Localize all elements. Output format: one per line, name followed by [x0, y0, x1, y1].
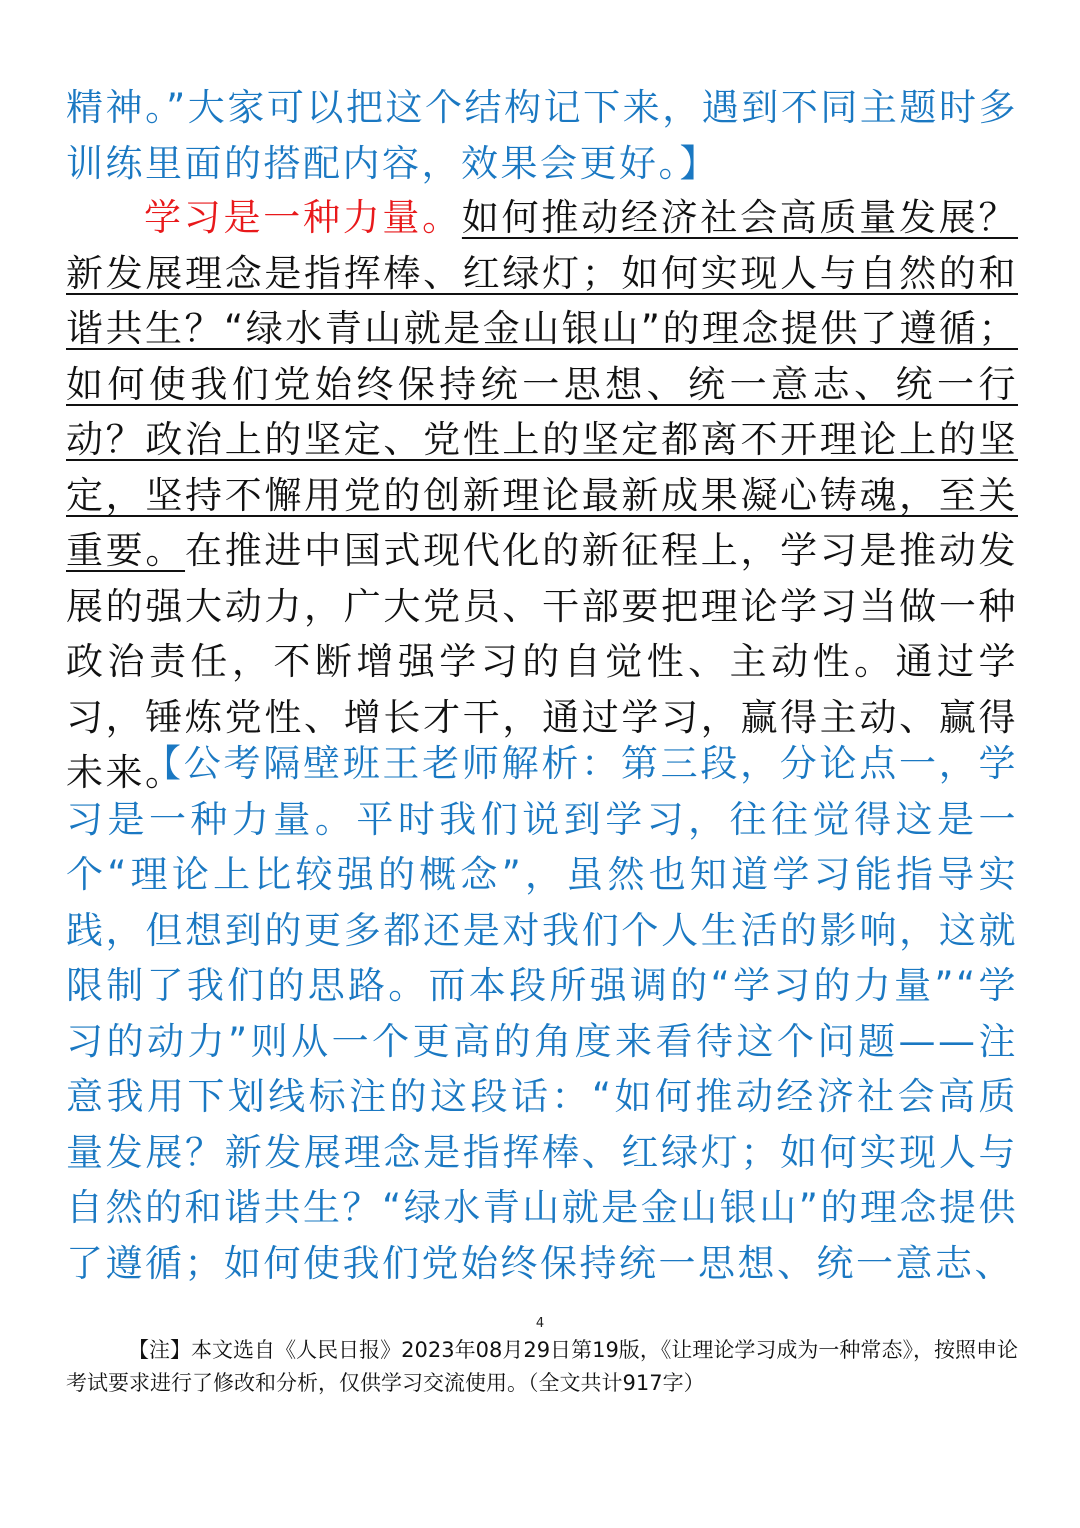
analysis-carryover-paragraph: 精神。”大家可以把这个结构记下来，遇到不同主题时多训练里面的搭配内容，效果会更好。】: [66, 86, 1018, 185]
paragraph-body-text: 在推进中国式现代化的新征程上，学习是推动发展的强大动力，广大党员、干部要把理论学习当做一种政治责任，不断增强学习的自觉性、主动性。通过学习，锤炼党性、增长才干，通过学习，赢得主动、赢得未来。: [66, 529, 1019, 794]
source-note: 【注】本文选自《人民日报》2023年08月29日第19版，《让理论学习成为一种常态》，按照申论考试要求进行了修改和分析，仅供学习交流使用。（全文共计917字）: [66, 1338, 1018, 1395]
body-paragraph-learning-is-power: [66, 190, 1018, 801]
paragraph-heading: 学习是一种力量。: [144, 196, 462, 239]
page-number: 4: [535, 1316, 545, 1331]
teacher-analysis-paragraph: 【公考隔壁班王老师解析：第三段，分论点一，学习是一种力量。平时我们说到学习，往往觉得这是一个“理论上比较强的概念”，虽然也知道学习能指导实践，但想到的更多都还是对我们个人生活的影响，这就限制了我们的思路。而本段所强调的“学习的力量”“学习的动力”则从一个更高的角度来看待这个问题——注意我用下划线标注的这段话：“如何推动经济社会高质量发展？新发展理念是指挥棒、红绿灯；如何实现人与自然的和谐共生？“绿水青山就是金山银山”的理念提供了遵循；如何使我们党始终保持统一思想、统一意志、: [66, 742, 1018, 1285]
underlined-passage: 如何推动经济社会高质量发展？新发展理念是指挥棒、红绿灯；如何实现人与自然的和谐共生？“绿水青山就是金山银山”的理念提供了遵循；如何使我们党始终保持统一思想、统一意志、统一行动？政治上的坚定、党性上的坚定都离不开理论上的坚定，坚持不懈用党的创新理论最新成果凝心铸魂，至关重要。: [66, 196, 1019, 572]
